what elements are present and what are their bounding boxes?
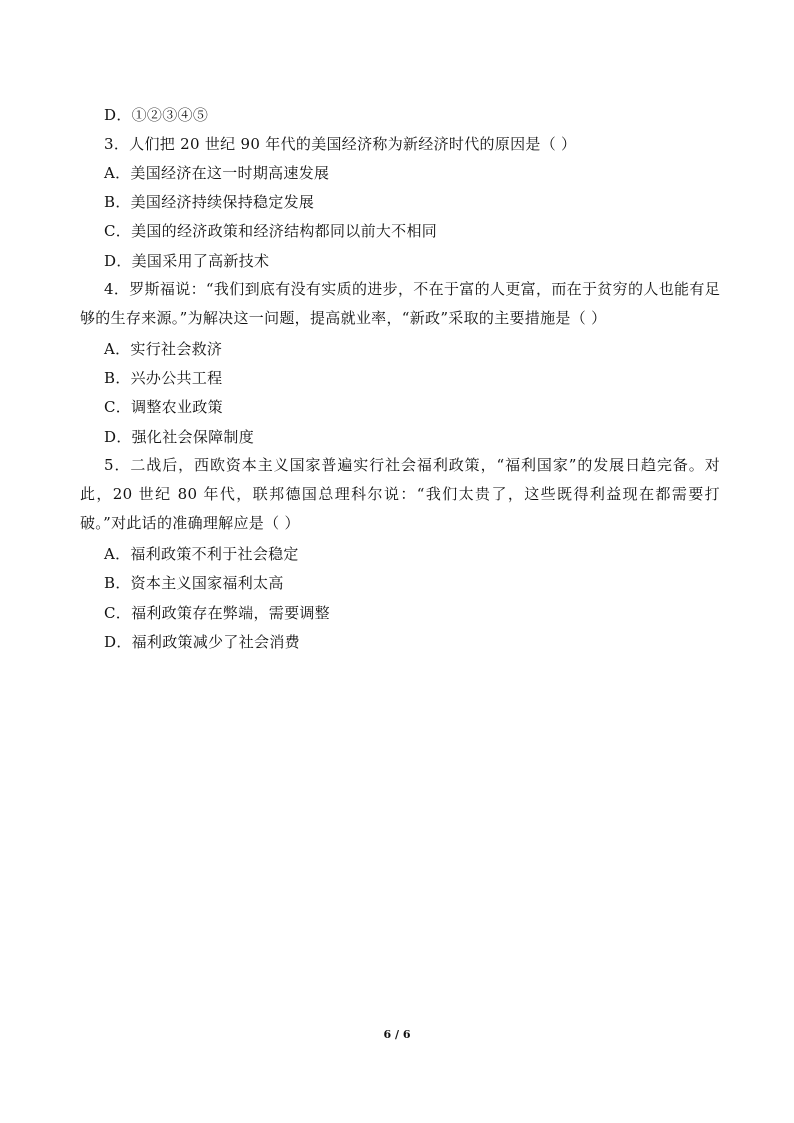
q4-question-stem: 4．罗斯福说：“我们到底有没有实质的进步，不在于富的人更富，而在于贫穷的人也能有足够的生存来源。”为解决这一问题，提高就业率，“新政”采取的主要措施是（ ） (80, 280, 720, 327)
q3-option-b: B．美国经济持续保持稳定发展 (104, 193, 315, 211)
q3-question-stem: 3．人们把 20 世纪 90 年代的美国经济称为新经济时代的原因是（ ） (104, 135, 577, 153)
q4-option-b: B．兴办公共工程 (104, 369, 223, 387)
q3-option-a: A．美国经济在这一时期高速发展 (104, 164, 330, 182)
q5-option-d: D．福利政策减少了社会消费 (104, 633, 300, 651)
q4-option-a: A．实行社会救济 (104, 340, 223, 358)
q5-option-a: A．福利政策不利于社会稳定 (104, 545, 299, 563)
q3-option-c: C．美国的经济政策和经济结构都同以前大不相同 (104, 222, 438, 240)
q5-option-b: B．资本主义国家福利太高 (104, 574, 284, 592)
q5-question-stem: 5．二战后，西欧资本主义国家普遍实行社会福利政策，“福利国家”的发展日趋完备。对此，20 世纪 80 年代，联邦德国总理科尔说：“我们太贵了，这些既得利益现在都需要打破。”对此话的准确理解应是（ ） (80, 456, 720, 532)
q4-option-d: D．强化社会保障制度 (104, 428, 255, 446)
q2-option-d: D．①②③④⑤ (104, 106, 209, 124)
q5-option-c: C．福利政策存在弊端，需要调整 (104, 604, 330, 622)
page-number: 6 / 6 (383, 1028, 411, 1041)
q4-option-c: C．调整农业政策 (104, 398, 223, 416)
q3-option-d: D．美国采用了高新技术 (104, 252, 270, 270)
